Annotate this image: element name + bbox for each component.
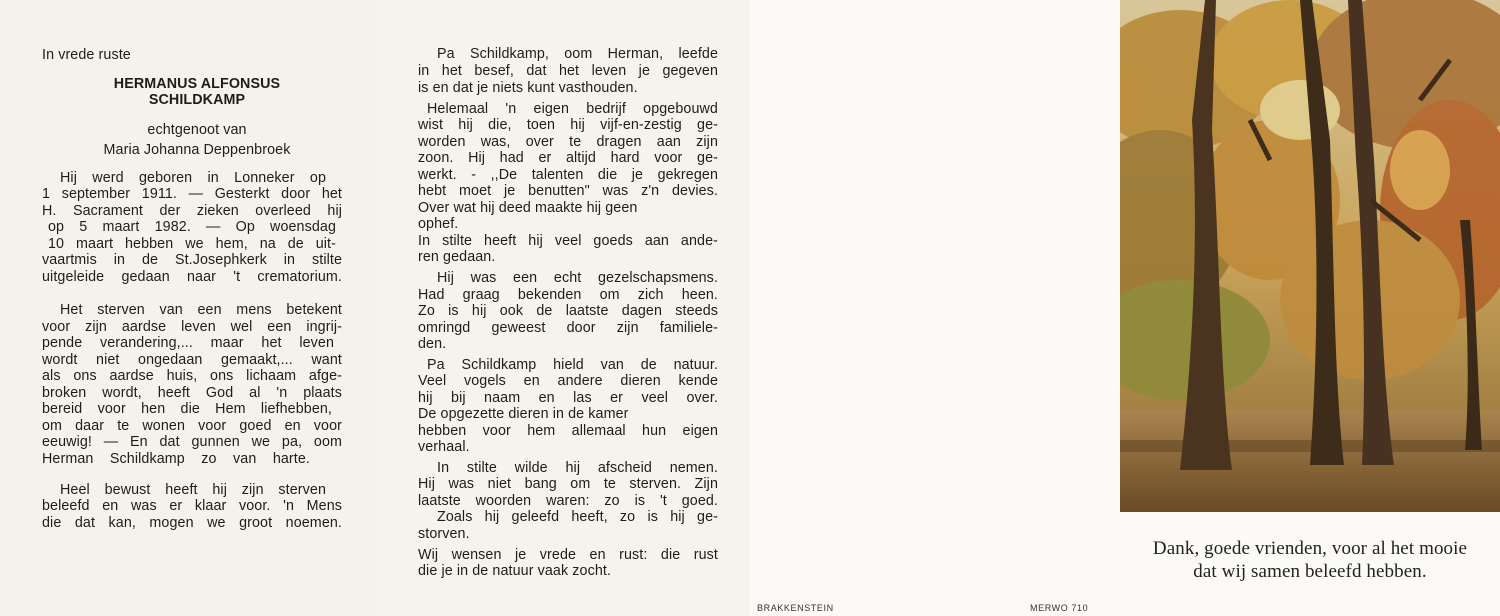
text-line: ophef. [418,216,459,232]
text-line: omringd geweest door zijn familiele- [418,320,718,336]
text-line: Had graag bekenden om zich heen. [418,287,718,303]
text-line: wist hij die, toen hij vijf-en-zestig ge- [418,117,718,133]
text-line: Heel bewust heeft hij zijn sterven [60,482,326,498]
text-line: verhaal. [418,439,470,455]
text-line: Hij was een echt gezelschapsmens. [437,270,718,286]
text-line: den. [418,336,447,352]
text-line: vaartmis in de St.Josephkerk in stilte [42,252,342,268]
text-line: werkt. - ,,De talenten die je gekregen [418,167,718,183]
text-line: Zoals hij geleefd heeft, zo is hij ge- [437,509,718,525]
text-line: In stilte wilde hij afscheid nemen. [437,460,718,476]
text-line: beleefd en was er klaar voor. 'n Mens [42,498,342,514]
text-line: in het besef, dat het leven je gegeven [418,63,718,79]
text-line: op 5 maart 1982. — Op woensdag [48,219,336,235]
text-line: H. Sacrament der zieken overleed hij [42,203,342,219]
text-line: broken wordt, heeft God al 'n plaats [42,385,342,401]
text-line: storven. [418,526,470,542]
text-line: uitgeleide gedaan naar 't crematorium. [42,269,342,285]
back-page [750,0,1120,616]
text-line: zoon. Hij had er altijd hard voor ge- [418,150,718,166]
text-line: 1 september 1911. — Gesterkt door het [42,186,342,202]
text-line: Pa Schildkamp, oom Herman, leefde [437,46,718,62]
text-line: Over wat hij deed maakte hij geen [418,200,638,216]
text-line: is en dat je niets kunt vasthouden. [418,80,638,96]
deceased-name-line1: HERMANUS ALFONSUS [113,76,281,92]
text-line: Veel vogels en andere dieren kende [418,373,718,389]
text-line: worden was, over te dragen aan zijn [418,134,718,150]
text-line: In stilte heeft hij veel goeds aan ande- [418,233,718,249]
text-line: Het sterven van een mens betekent [60,302,342,318]
text-line: bereid voor hen die Hem liefhebben, [42,401,332,417]
middle-page [375,0,750,616]
text-line: voor zijn aardse leven wel een ingrij- [42,319,342,335]
text-line: Herman Schildkamp zo van harte. [42,451,310,467]
caption-line1: Dank, goede vrienden, voor al het mooie [1152,538,1468,559]
caption-line2: dat wij samen beleefd hebben. [1193,561,1427,582]
text-line: De opgezette dieren in de kamer [418,406,629,422]
text-line: Wij wensen je vrede en rust: die rust [418,547,718,563]
text-line: ren gedaan. [418,249,496,265]
printer-name: BRAKKENSTEIN [757,603,834,613]
text-line: Zo is hij ook de laatste dagen steeds [418,303,718,319]
text-line: die je in de natuur vaak zocht. [418,563,612,579]
print-code: MERWO 710 [1030,603,1089,613]
text-line: als ons aardse huis, ons lichaam afge- [42,368,342,384]
spouse-name: Maria Johanna Deppenbroek [103,142,291,158]
text-line: laatste woorden waren: zo is 't goed. [418,493,718,509]
text-line: 10 maart hebben we hem, na de uit- [48,236,336,252]
text-line: hebben voor hem allemaal hun eigen [418,423,718,439]
text-line: Hij werd geboren in Lonneker op [60,170,326,186]
left-page [0,0,375,616]
text-line: die dat kan, mogen we groot noemen. [42,515,342,531]
text-line: Hij was niet bang om te sterven. Zijn [418,476,718,492]
text-line: om daar te wonen voor goed en voor [42,418,342,434]
text-line: Pa Schildkamp hield van de natuur. [427,357,718,373]
text-line: wordt niet ongedaan gemaakt,... want [42,352,342,368]
deceased-name-line2: SCHILDKAMP [148,92,246,108]
text-line: eeuwig! — En dat gunnen we pa, oom [42,434,342,450]
text-line: Helemaal 'n eigen bedrijf opgebouwd [427,101,718,117]
text-line: hebt moet je benutten" was z'n devies. [418,183,718,199]
spouse-label: echtgenoot van [147,122,247,138]
autumn-forest-photo-icon [1120,0,1500,512]
opening-line: In vrede ruste [42,47,131,63]
text-line: hij bij naam en las er veel over. [418,390,718,406]
text-line: pende verandering,... maar het leven [42,335,334,351]
